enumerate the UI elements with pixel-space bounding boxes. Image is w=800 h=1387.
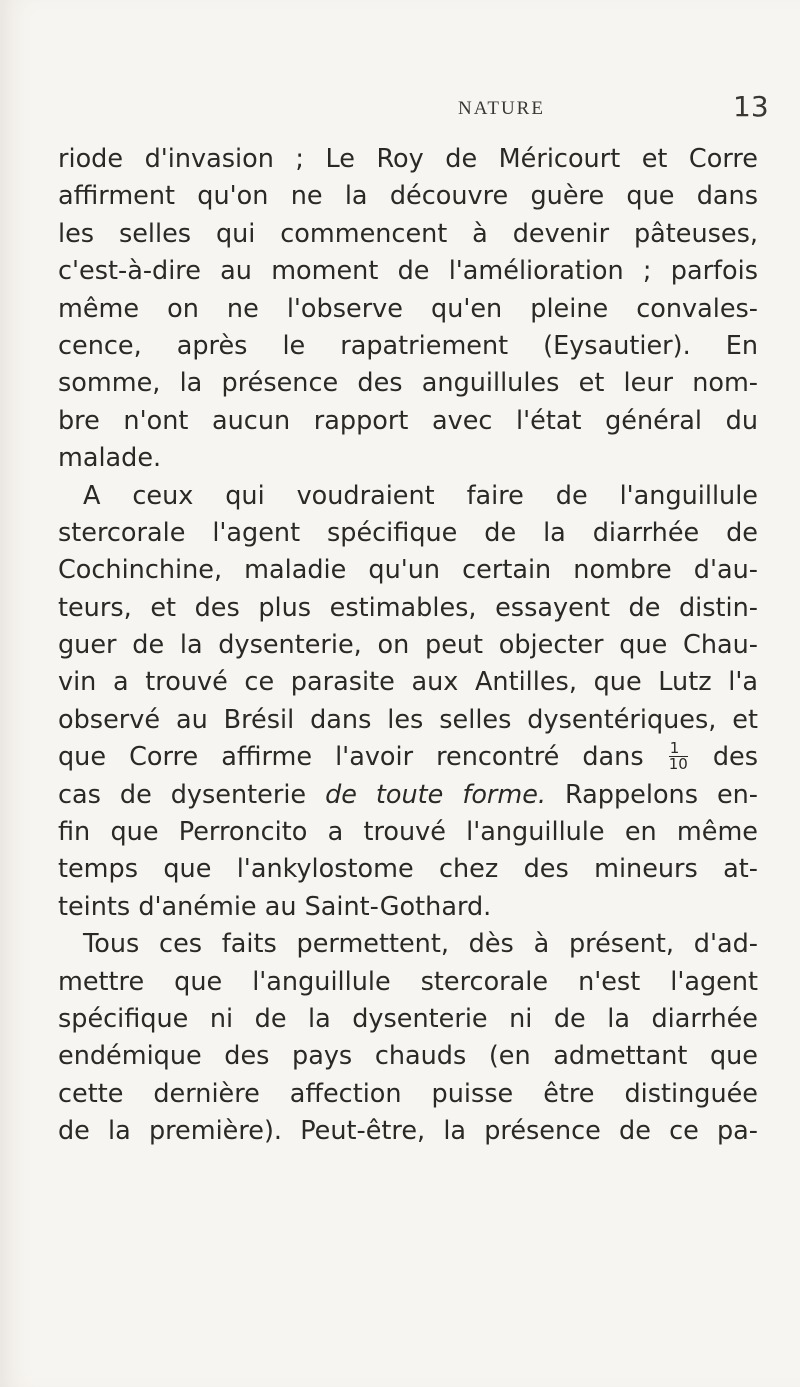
body-text [58, 141, 758, 1151]
text-line: endémique des pays chauds (en admettant que [58, 1041, 758, 1072]
text-line: temps que l'ankylostome chez des mineurs at- [58, 854, 758, 885]
text-line: bre n'ont aucun rapport avec l'état général du [58, 405, 758, 436]
text-fragment: que Corre affirme l'avoir rencontré dans [58, 742, 644, 773]
text-line: mettre que l'anguillule stercorale n'est l'agent [58, 966, 758, 997]
text-line: teints d'anémie au Saint-Gothard. [58, 891, 492, 922]
text-line-with-fraction [58, 739, 758, 776]
text-line: c'est-à-dire au moment de l'amélioration ; parfois [58, 256, 758, 287]
text-line: Tous ces faits permettent, dès à présent, d'ad- [83, 929, 758, 960]
text-line: affirment qu'on ne la découvre guère que dans [58, 181, 758, 212]
text-line: cence, après le rapatriement (Eysautier). En [58, 330, 758, 361]
page-number: 13 [733, 90, 769, 123]
text-fragment: Rappelons en- [546, 779, 759, 810]
fraction-denominator: 10 [668, 754, 688, 773]
text-line: même on ne l'observe qu'en pleine convales- [58, 293, 758, 324]
text-line: les selles qui commencent à devenir pâteuses, [58, 218, 758, 249]
page-header [0, 90, 800, 130]
italic-phrase: de toute forme. [325, 779, 547, 810]
text-line: spécifique ni de la dysenterie ni de la diarrhée [58, 1003, 758, 1034]
text-line-with-italic [58, 777, 758, 814]
text-line: stercorale l'agent spécifique de la diarrhée de [58, 517, 758, 548]
text-line: de la première). Peut-être, la présence de ce pa- [58, 1116, 758, 1147]
text-line: guer de la dysenterie, on peut objecter que Chau- [58, 630, 758, 661]
fraction [668, 738, 688, 773]
text-line: A ceux qui voudraient faire de l'anguillule [83, 480, 758, 511]
text-fragment: des [712, 742, 759, 773]
text-fragment: cas de dysenterie [58, 779, 326, 810]
text-line: teurs, et des plus estimables, essayent de distin- [58, 592, 758, 623]
text-line: somme, la présence des anguillules et leur nom- [58, 368, 758, 399]
running-title: NATURE [458, 98, 545, 119]
text-line: Cochinchine, maladie qu'un certain nombre d'au- [58, 555, 758, 586]
text-line: observé au Brésil dans les selles dysentériques, et [58, 704, 758, 735]
text-line: vin a trouvé ce parasite aux Antilles, que Lutz l'a [58, 667, 758, 698]
text-line: fin que Perroncito a trouvé l'anguillule en même [58, 817, 758, 848]
text-line: cette dernière affection puisse être distinguée [58, 1078, 758, 1109]
fraction-numerator: 1 [669, 741, 688, 757]
text-line: malade. [58, 443, 162, 474]
text-line: riode d'invasion ; Le Roy de Méricourt et Corre [58, 144, 758, 174]
